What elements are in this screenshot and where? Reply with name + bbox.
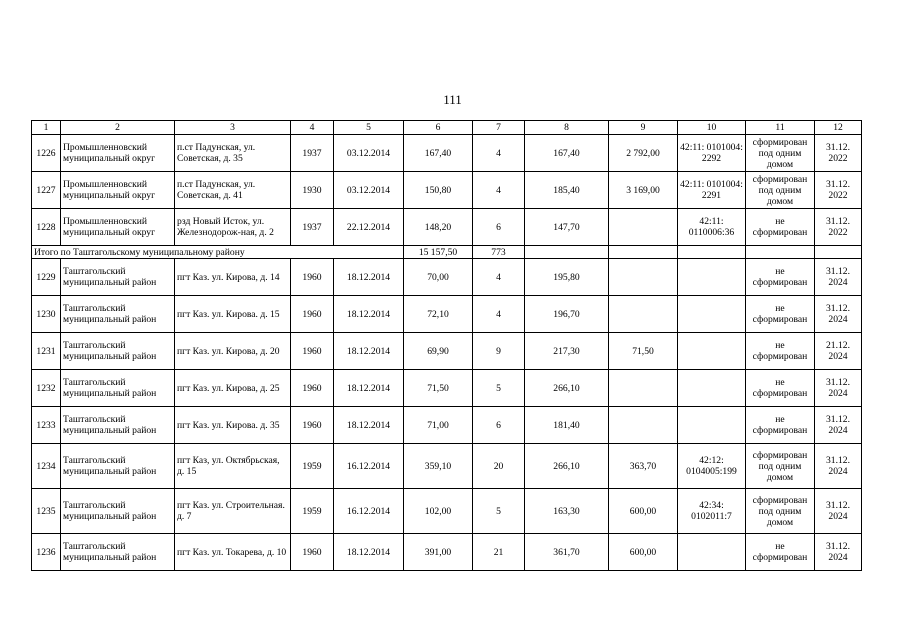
area-cell: 71,00 — [404, 407, 473, 444]
cadastral-cell — [678, 370, 746, 407]
col8-cell: 181,40 — [525, 407, 609, 444]
land-status-cell: сформирован под одним домом — [746, 172, 815, 209]
address-cell: пгт Каз. ул. Кирова. д. 35 — [175, 407, 291, 444]
col9-cell — [609, 296, 678, 333]
col9-cell: 2 792,00 — [609, 135, 678, 172]
land-status-cell: не сформирован — [746, 333, 815, 370]
row-number: 1227 — [32, 172, 61, 209]
date-cell: 18.12.2014 — [334, 407, 404, 444]
district-cell: Промышленновский муниципальный округ — [61, 209, 175, 246]
land-status-cell: не сформирован — [746, 259, 815, 296]
column-header: 5 — [334, 121, 404, 135]
cadastral-cell — [678, 534, 746, 571]
row-number: 1232 — [32, 370, 61, 407]
col8-cell: 195,80 — [525, 259, 609, 296]
deadline-cell: 31.12. 2024 — [815, 407, 862, 444]
area-cell: 391,00 — [404, 534, 473, 571]
district-cell: Таштагольский муниципальный район — [61, 296, 175, 333]
date-cell: 18.12.2014 — [334, 296, 404, 333]
date-cell: 03.12.2014 — [334, 135, 404, 172]
cadastral-cell: 42:12: 0104005:199 — [678, 444, 746, 489]
col9-cell — [609, 259, 678, 296]
area-cell: 69,90 — [404, 333, 473, 370]
column-header: 1 — [32, 121, 61, 135]
table-row — [32, 135, 862, 172]
land-status-cell: не сформирован — [746, 407, 815, 444]
cadastral-cell — [678, 259, 746, 296]
table-body — [32, 121, 862, 571]
residents-cell: 9 — [473, 333, 525, 370]
col8-cell: 266,10 — [525, 370, 609, 407]
year-cell: 1960 — [291, 259, 334, 296]
row-number: 1235 — [32, 489, 61, 534]
address-cell: пгт Каз. ул. Кирова, д. 14 — [175, 259, 291, 296]
total-label: Итого по Таштагольскому муниципальному району — [32, 246, 404, 259]
cadastral-cell: 42:34: 0102011:7 — [678, 489, 746, 534]
column-header: 6 — [404, 121, 473, 135]
total-row — [32, 246, 862, 259]
table-row — [32, 370, 862, 407]
row-number: 1228 — [32, 209, 61, 246]
cadastral-cell — [678, 296, 746, 333]
table-row — [32, 534, 862, 571]
residents-cell: 4 — [473, 296, 525, 333]
row-number: 1230 — [32, 296, 61, 333]
district-cell: Таштагольский муниципальный район — [61, 370, 175, 407]
area-cell: 71,50 — [404, 370, 473, 407]
address-cell: пгт Каз. ул. Токарева, д. 10 — [175, 534, 291, 571]
year-cell: 1937 — [291, 209, 334, 246]
cadastral-cell — [678, 333, 746, 370]
year-cell: 1937 — [291, 135, 334, 172]
housing-registry-table — [31, 120, 862, 571]
empty-cell — [678, 246, 746, 259]
row-number: 1233 — [32, 407, 61, 444]
land-status-cell: сформирован под одним домом — [746, 489, 815, 534]
column-header: 8 — [525, 121, 609, 135]
residents-cell: 20 — [473, 444, 525, 489]
cadastral-cell: 42:11: 0110006:36 — [678, 209, 746, 246]
row-number: 1231 — [32, 333, 61, 370]
table-row — [32, 489, 862, 534]
deadline-cell: 21.12. 2024 — [815, 333, 862, 370]
cadastral-cell: 42:11: 0101004: 2292 — [678, 135, 746, 172]
residents-cell: 4 — [473, 172, 525, 209]
date-cell: 18.12.2014 — [334, 534, 404, 571]
district-cell: Промышленновский муниципальный округ — [61, 172, 175, 209]
residents-cell: 4 — [473, 135, 525, 172]
table-row — [32, 444, 862, 489]
col8-cell: 266,10 — [525, 444, 609, 489]
land-status-cell: не сформирован — [746, 209, 815, 246]
column-header: 4 — [291, 121, 334, 135]
deadline-cell: 31.12. 2022 — [815, 172, 862, 209]
deadline-cell: 31.12. 2024 — [815, 534, 862, 571]
row-number: 1236 — [32, 534, 61, 571]
address-cell: пгт Каз, ул. Октябрьская, д. 15 — [175, 444, 291, 489]
year-cell: 1959 — [291, 489, 334, 534]
area-cell: 167,40 — [404, 135, 473, 172]
address-cell: пгт Каз. ул. Кирова, д. 25 — [175, 370, 291, 407]
address-cell: пгт Каз. ул. Строительная. д. 7 — [175, 489, 291, 534]
area-cell: 359,10 — [404, 444, 473, 489]
empty-cell — [815, 246, 862, 259]
page-number: 111 — [443, 92, 462, 107]
column-header: 10 — [678, 121, 746, 135]
total-count: 773 — [473, 246, 525, 259]
total-area: 15 157,50 — [404, 246, 473, 259]
residents-cell: 5 — [473, 370, 525, 407]
deadline-cell: 31.12. 2024 — [815, 489, 862, 534]
date-cell: 22.12.2014 — [334, 209, 404, 246]
land-status-cell: сформирован под одним домом — [746, 444, 815, 489]
deadline-cell: 31.12. 2022 — [815, 135, 862, 172]
deadline-cell: 31.12. 2024 — [815, 444, 862, 489]
col8-cell: 167,40 — [525, 135, 609, 172]
date-cell: 18.12.2014 — [334, 333, 404, 370]
land-status-cell: не сформирован — [746, 534, 815, 571]
row-number: 1229 — [32, 259, 61, 296]
year-cell: 1960 — [291, 534, 334, 571]
year-cell: 1959 — [291, 444, 334, 489]
district-cell: Таштагольский муниципальный район — [61, 534, 175, 571]
col8-cell: 196,70 — [525, 296, 609, 333]
col9-cell: 363,70 — [609, 444, 678, 489]
cadastral-cell — [678, 407, 746, 444]
empty-cell — [609, 246, 678, 259]
column-header: 11 — [746, 121, 815, 135]
year-cell: 1960 — [291, 370, 334, 407]
district-cell: Таштагольский муниципальный район — [61, 333, 175, 370]
col8-cell: 163,30 — [525, 489, 609, 534]
deadline-cell: 31.12. 2024 — [815, 370, 862, 407]
column-number-row — [32, 121, 862, 135]
table-row — [32, 407, 862, 444]
date-cell: 03.12.2014 — [334, 172, 404, 209]
col8-cell: 185,40 — [525, 172, 609, 209]
deadline-cell: 31.12. 2024 — [815, 296, 862, 333]
district-cell: Промышленновский муниципальный округ — [61, 135, 175, 172]
col9-cell: 71,50 — [609, 333, 678, 370]
table-row — [32, 296, 862, 333]
residents-cell: 6 — [473, 407, 525, 444]
deadline-cell: 31.12. 2024 — [815, 259, 862, 296]
date-cell: 18.12.2014 — [334, 259, 404, 296]
row-number: 1234 — [32, 444, 61, 489]
cadastral-cell: 42:11: 0101004: 2291 — [678, 172, 746, 209]
address-cell: рзд Новый Исток, ул. Железнодорож-ная, д. 2 — [175, 209, 291, 246]
table-row — [32, 172, 862, 209]
year-cell: 1960 — [291, 333, 334, 370]
empty-cell — [746, 246, 815, 259]
column-header: 12 — [815, 121, 862, 135]
address-cell: пгт Каз. ул. Кирова. д. 15 — [175, 296, 291, 333]
year-cell: 1930 — [291, 172, 334, 209]
year-cell: 1960 — [291, 296, 334, 333]
district-cell: Таштагольский муниципальный район — [61, 489, 175, 534]
col9-cell — [609, 370, 678, 407]
col9-cell: 3 169,00 — [609, 172, 678, 209]
table-row — [32, 333, 862, 370]
district-cell: Таштагольский муниципальный район — [61, 407, 175, 444]
column-header: 9 — [609, 121, 678, 135]
col8-cell: 361,70 — [525, 534, 609, 571]
land-status-cell: сформирован под одним домом — [746, 135, 815, 172]
table-row — [32, 259, 862, 296]
col9-cell — [609, 209, 678, 246]
area-cell: 148,20 — [404, 209, 473, 246]
col9-cell: 600,00 — [609, 534, 678, 571]
residents-cell: 21 — [473, 534, 525, 571]
deadline-cell: 31.12. 2022 — [815, 209, 862, 246]
date-cell: 18.12.2014 — [334, 370, 404, 407]
col8-cell: 147,70 — [525, 209, 609, 246]
column-header: 3 — [175, 121, 291, 135]
empty-cell — [525, 246, 609, 259]
col9-cell: 600,00 — [609, 489, 678, 534]
col9-cell — [609, 407, 678, 444]
district-cell: Таштагольский муниципальный район — [61, 444, 175, 489]
area-cell: 72,10 — [404, 296, 473, 333]
land-status-cell: не сформирован — [746, 296, 815, 333]
residents-cell: 4 — [473, 259, 525, 296]
residents-cell: 5 — [473, 489, 525, 534]
residents-cell: 6 — [473, 209, 525, 246]
address-cell: п.ст Падунская, ул. Советская, д. 35 — [175, 135, 291, 172]
area-cell: 70,00 — [404, 259, 473, 296]
address-cell: п.ст Падунская, ул. Советская, д. 41 — [175, 172, 291, 209]
year-cell: 1960 — [291, 407, 334, 444]
row-number: 1226 — [32, 135, 61, 172]
area-cell: 102,00 — [404, 489, 473, 534]
address-cell: пгт Каз. ул. Кирова, д. 20 — [175, 333, 291, 370]
district-cell: Таштагольский муниципальный район — [61, 259, 175, 296]
date-cell: 16.12.2014 — [334, 444, 404, 489]
table-row — [32, 209, 862, 246]
land-status-cell: не сформирован — [746, 370, 815, 407]
area-cell: 150,80 — [404, 172, 473, 209]
column-header: 2 — [61, 121, 175, 135]
column-header: 7 — [473, 121, 525, 135]
col8-cell: 217,30 — [525, 333, 609, 370]
date-cell: 16.12.2014 — [334, 489, 404, 534]
